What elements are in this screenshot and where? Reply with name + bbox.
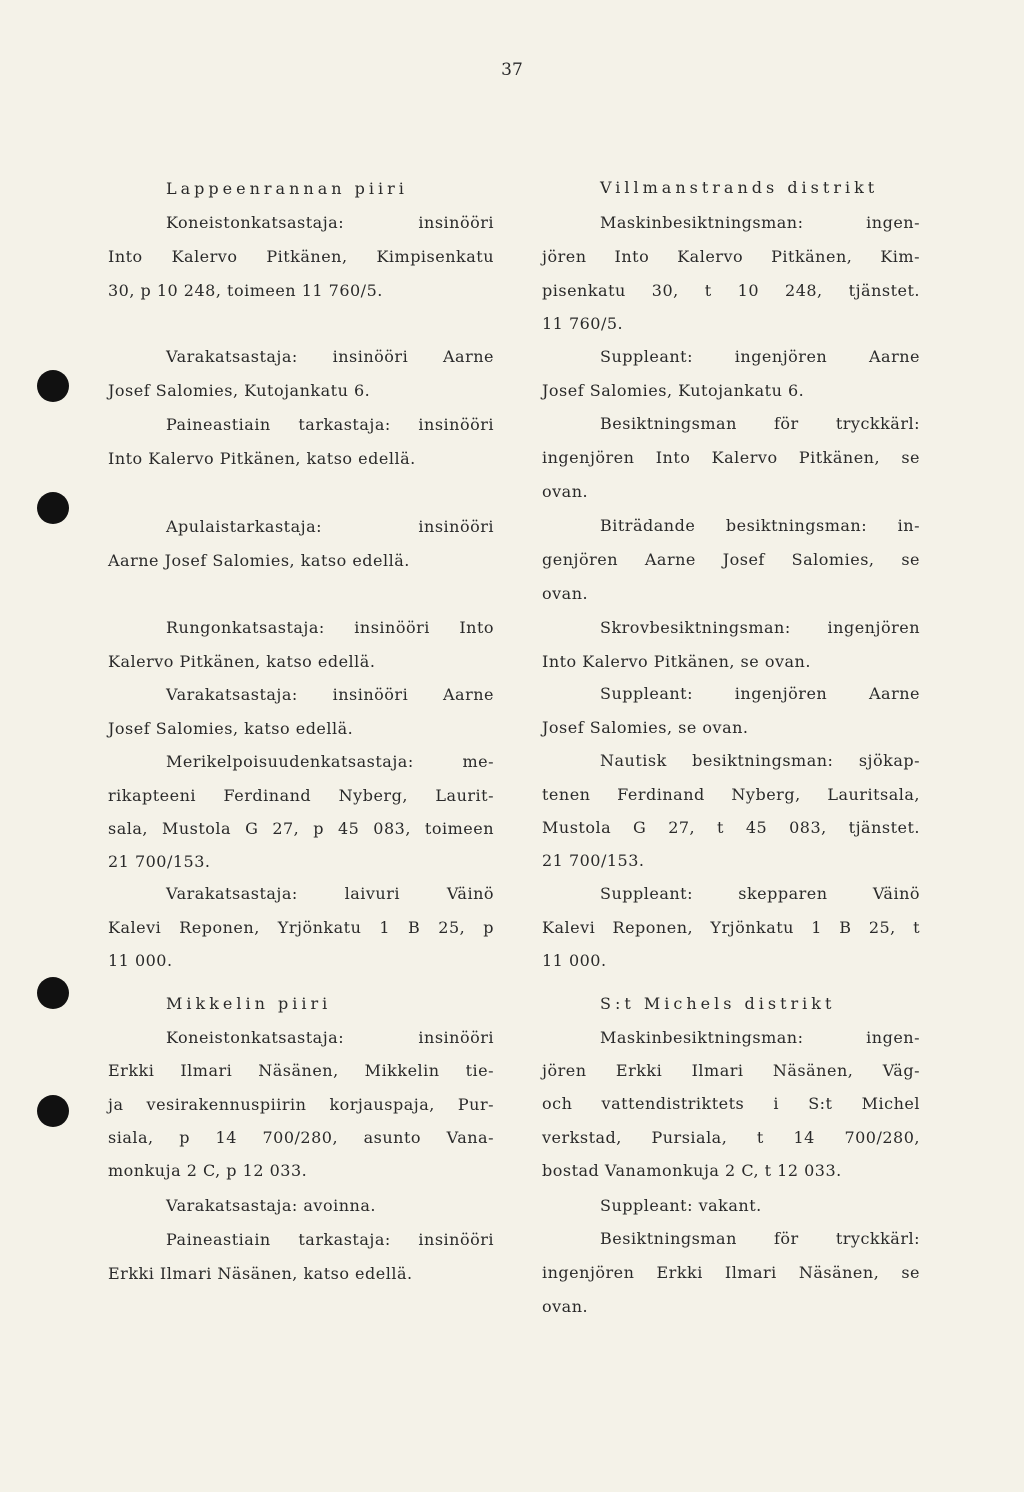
page-number: 37 bbox=[501, 60, 523, 80]
text-line: Maskinbesiktningsman: ingen- bbox=[600, 1028, 920, 1047]
text-line: Varakatsastaja: insinööri Aarne bbox=[166, 347, 494, 366]
text-line: Besiktningsman för tryckkärl: bbox=[600, 414, 920, 433]
text-line: Skrovbesiktningsman: ingenjören bbox=[600, 618, 920, 637]
text-line: ja vesirakennuspiirin korjauspaja, Pur- bbox=[108, 1095, 494, 1114]
text-line: ovan. bbox=[542, 584, 589, 603]
text-line: 11 000. bbox=[108, 951, 173, 970]
text-line: Josef Salomies, Kutojankatu 6. bbox=[108, 381, 371, 400]
text-line: jören Into Kalervo Pitkänen, Kim- bbox=[542, 247, 920, 266]
text-line: ingenjören Erkki Ilmari Näsänen, se bbox=[542, 1263, 920, 1282]
text-line: Aarne Josef Salomies, katso edellä. bbox=[108, 551, 410, 570]
text-line: Suppleant: ingenjören Aarne bbox=[600, 684, 920, 703]
text-line: siala, p 14 700/280, asunto Vana- bbox=[108, 1128, 494, 1147]
text-line: Into Kalervo Pitkänen, katso edellä. bbox=[108, 449, 416, 468]
text-line: sala, Mustola G 27, p 45 083, toimeen bbox=[108, 819, 494, 838]
text-line: Suppleant: vakant. bbox=[600, 1196, 762, 1215]
text-line: Mustola G 27, t 45 083, tjänstet. bbox=[542, 818, 920, 837]
text-line: jören Erkki Ilmari Näsänen, Väg- bbox=[542, 1061, 920, 1080]
text-line: 21 700/153. bbox=[542, 851, 645, 870]
text-line: Paineastiain tarkastaja: insinööri bbox=[166, 1230, 494, 1249]
text-line: Kalevi Reponen, Yrjönkatu 1 B 25, p bbox=[108, 918, 494, 937]
text-line: S:t Michels distrikt bbox=[600, 994, 836, 1013]
text-line: Suppleant: skepparen Väinö bbox=[600, 884, 920, 903]
text-line: Kalervo Pitkänen, katso edellä. bbox=[108, 652, 376, 671]
text-line: Apulaistarkastaja: insinööri bbox=[166, 517, 494, 536]
text-line: Josef Salomies, Kutojankatu 6. bbox=[542, 381, 805, 400]
text-line: Erkki Ilmari Näsänen, Mikkelin tie- bbox=[108, 1061, 494, 1080]
text-line: Josef Salomies, se ovan. bbox=[542, 718, 749, 737]
text-line: Biträdande besiktningsman: in- bbox=[600, 516, 920, 535]
text-line: monkuja 2 C, p 12 033. bbox=[108, 1161, 308, 1180]
text-line: Into Kalervo Pitkänen, se ovan. bbox=[542, 652, 811, 671]
text-line: pisenkatu 30, t 10 248, tjänstet. bbox=[542, 281, 920, 300]
text-line: ingenjören Into Kalervo Pitkänen, se bbox=[542, 448, 920, 467]
text-line: Koneistonkatsastaja: insinööri bbox=[166, 1028, 494, 1047]
text-line: Erkki Ilmari Näsänen, katso edellä. bbox=[108, 1264, 413, 1283]
binder-hole bbox=[37, 492, 69, 524]
binder-hole bbox=[37, 1095, 69, 1127]
text-line: Varakatsastaja: avoinna. bbox=[166, 1196, 376, 1215]
text-line: ovan. bbox=[542, 1297, 589, 1316]
text-line: 21 700/153. bbox=[108, 852, 211, 871]
text-line: Maskinbesiktningsman: ingen- bbox=[600, 213, 920, 232]
text-line: 30, p 10 248, toimeen 11 760/5. bbox=[108, 281, 383, 300]
text-line: Into Kalervo Pitkänen, Kimpisenkatu bbox=[108, 247, 494, 266]
text-line: Besiktningsman för tryckkärl: bbox=[600, 1229, 920, 1248]
text-line: bostad Vanamonkuja 2 C, t 12 033. bbox=[542, 1161, 842, 1180]
text-line: Lappeenrannan piiri bbox=[166, 179, 408, 198]
text-line: Paineastiain tarkastaja: insinööri bbox=[166, 415, 494, 434]
text-line: tenen Ferdinand Nyberg, Lauritsala, bbox=[542, 785, 920, 804]
text-line: Nautisk besiktningsman: sjökap- bbox=[600, 751, 920, 770]
text-line: 11 000. bbox=[542, 951, 607, 970]
text-line: verkstad, Pursiala, t 14 700/280, bbox=[542, 1128, 920, 1147]
text-line: 11 760/5. bbox=[542, 314, 624, 333]
text-line: Merikelpoisuudenkatsastaja: me- bbox=[166, 752, 494, 771]
text-line: Rungonkatsastaja: insinööri Into bbox=[166, 618, 494, 637]
text-line: och vattendistriktets i S:t Michel bbox=[542, 1094, 920, 1113]
text-line: Varakatsastaja: insinööri Aarne bbox=[166, 685, 494, 704]
binder-hole bbox=[37, 977, 69, 1009]
text-line: ovan. bbox=[542, 482, 589, 501]
binder-hole bbox=[37, 370, 69, 402]
text-line: Josef Salomies, katso edellä. bbox=[108, 719, 354, 738]
text-line: Kalevi Reponen, Yrjönkatu 1 B 25, t bbox=[542, 918, 920, 937]
text-line: Mikkelin piiri bbox=[166, 994, 332, 1013]
text-line: rikapteeni Ferdinand Nyberg, Laurit- bbox=[108, 786, 494, 805]
text-line: Koneistonkatsastaja: insinööri bbox=[166, 213, 494, 232]
text-line: Varakatsastaja: laivuri Väinö bbox=[166, 884, 494, 903]
text-line: Villmanstrands distrikt bbox=[600, 178, 879, 197]
text-line: genjören Aarne Josef Salomies, se bbox=[542, 550, 920, 569]
text-line: Suppleant: ingenjören Aarne bbox=[600, 347, 920, 366]
